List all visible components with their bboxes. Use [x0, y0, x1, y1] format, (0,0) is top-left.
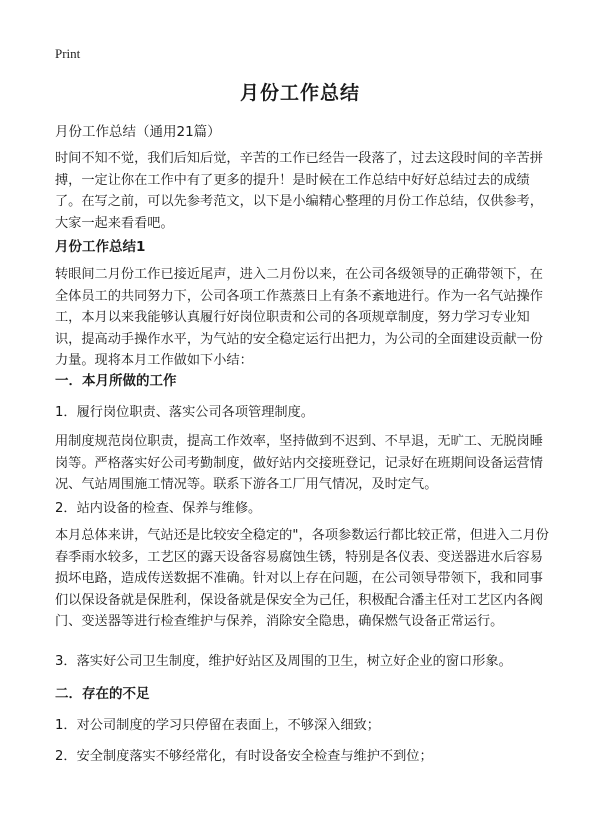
section1-text: 转眼间二月份工作已接近尾声，进入二月份以来，在公司各级领导的正确带领下，在全体员工的共同努力下，公司各项工作蒸蒸日上有条不紊地进行。作为一名气站操作工，本月以来我能够认真履行好岗位职责和公司的各项规章制度，努力学习专业知识，提高动手操作水平，为气站的安全稳定运行出把力，为公司的全面建设贡献一份力量。现将本月工作做如下小结： — [55, 267, 543, 368]
work-item-1-paragraph — [55, 431, 550, 496]
work-item-2-paragraph — [55, 525, 550, 633]
part-heading-2: 二．存在的不足 — [55, 686, 150, 702]
intro-paragraph — [55, 148, 550, 234]
section-heading-1: 月份工作总结1 — [55, 239, 146, 255]
part-heading-1: 一．本月所做的工作 — [55, 373, 177, 389]
work-item-2: 2．站内设备的检查、保养与维修。 — [55, 501, 262, 516]
intro-text: 时间不知不觉，我们后知后觉，辛苦的工作已经告一段落了，过去这段时间的辛苦拼搏，一定让你在工作中有了更多的提升！是时候在工作总结中好好总结过去的成绩了。在写之前，可以先参考范文，以下是小编精心整理的月份工作总结，仅供参考，大家一起来看看吧。 — [55, 151, 543, 231]
shortcoming-item-2: 2．安全制度落实不够经常化，有时设备安全检查与维护不到位； — [55, 749, 433, 764]
document-title: 月份工作总结 — [239, 82, 360, 104]
work-item-2-text: 本月总体来讲，气站还是比较安全稳定的"，各项参数运行都比较正常，但进入二月份春季雨水较多，工艺区的露天设备容易腐蚀生锈，特别是各仪表、变送器进水后容易损坏电路，造成传送数据不准确。针对以上存在问题，在公司领导带领下，我和同事们以保设备就是保胜利，保设备就是保安全为己任，积极配合潘主任对工艺区内各阀门、变送器等进行检查维护与保养，消除安全隐患，确保燃气设备正常运行。 — [55, 528, 549, 629]
document-subtitle: 月份工作总结（通用21篇） — [55, 124, 221, 140]
section1-paragraph — [55, 264, 550, 372]
work-item-1-text: 用制度规范岗位职责，提高工作效率，坚持做到不迟到、不早退，无旷工、无脱岗睡岗等。严格落实好公司考勤制度，做好站内交接班登记，记录好在班期间设备运营情况、气站周围施工情况等。联系下游各工厂用气情况，及时定气。 — [55, 434, 543, 492]
shortcoming-item-1: 1．对公司制度的学习只停留在表面上，不够深入细致； — [55, 718, 380, 733]
work-item-1: 1．履行岗位职责、落实公司各项管理制度。 — [55, 405, 314, 420]
work-item-3: 3．落实好公司卫生制度，维护好站区及周围的卫生，树立好企业的窗口形象。 — [55, 654, 512, 669]
print-link[interactable]: Print — [55, 46, 81, 61]
